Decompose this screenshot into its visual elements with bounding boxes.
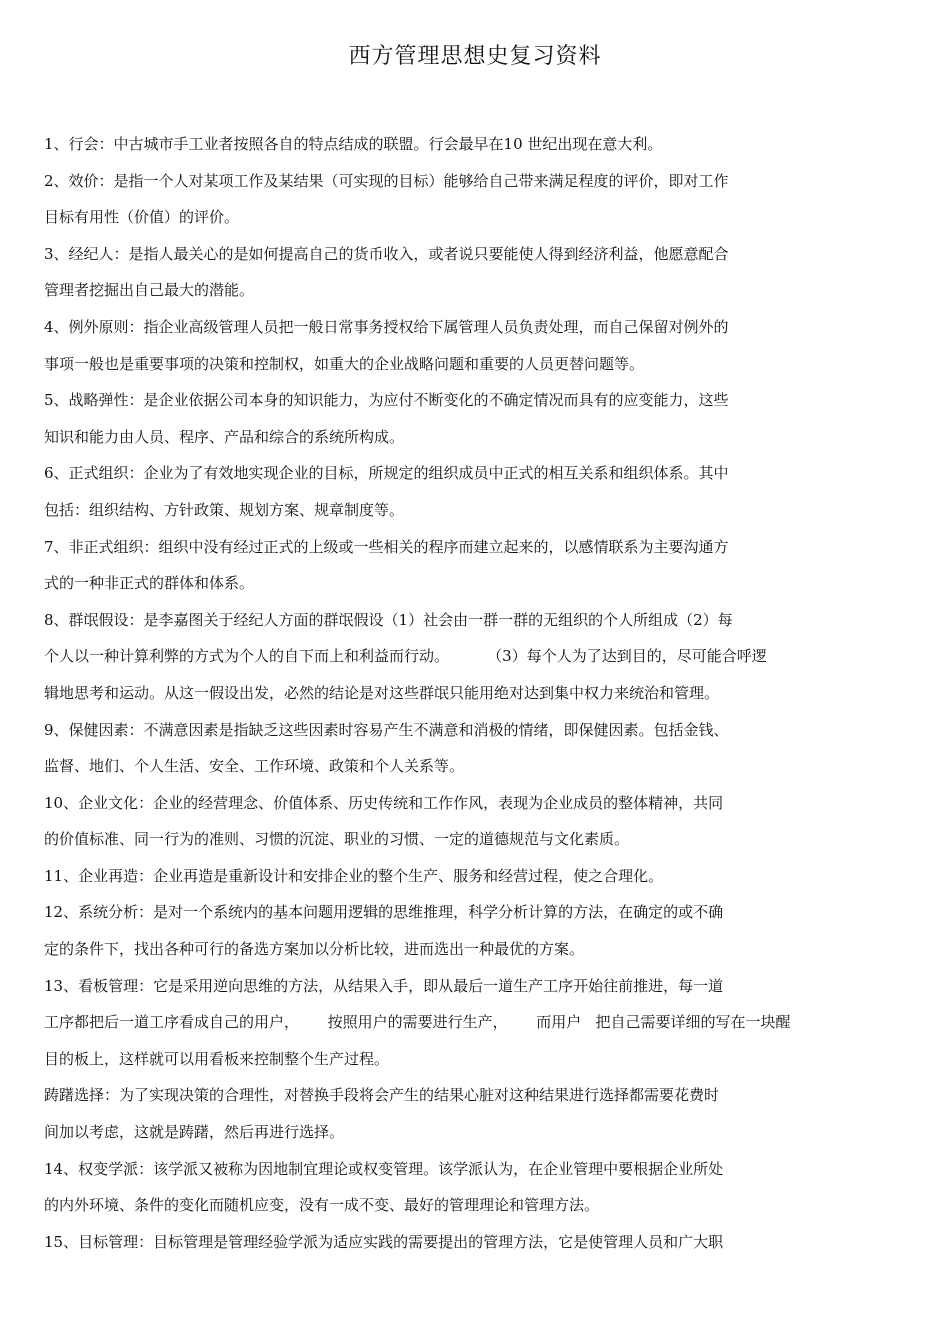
paragraph-line: 包括：组织结构、方针政策、规划方案、规章制度等。 <box>44 500 405 519</box>
paragraph-line: 13、看板管理：它是采用逆向思维的方法，从结果入手，即从最后一道生产工序开始往前推进，每一道 <box>44 976 724 995</box>
paragraph <box>44 712 910 785</box>
paragraph <box>44 455 910 528</box>
paragraph <box>44 1224 910 1261</box>
paragraph <box>44 785 910 858</box>
paragraph <box>44 1077 910 1150</box>
paragraph-line: 15、目标管理：目标管理是管理经验学派为适应实践的需要提出的管理方法，它是使管理人员和广大职 <box>44 1232 724 1251</box>
paragraph <box>44 382 910 455</box>
paragraph-line: 1、行会：中古城市手工业者按照各自的特点结成的联盟。行会最早在10 世纪出现在意大利。 <box>44 135 663 153</box>
paragraph-line: 知识和能力由人员、程序、产品和综合的系统所构成。 <box>44 427 405 446</box>
paragraph-line: 监督、地们、个人生活、安全、工作环境、政策和个人关系等。 <box>44 757 465 776</box>
paragraph <box>44 894 910 967</box>
paragraph-line: 4、例外原则：指企业高级管理人员把一般日常事务授权给下属管理人员负责处理，而自己保留对例外的 <box>44 317 729 336</box>
paragraph-line: 个人以一种计算利弊的方式为个人的自下而上和利益而行动。 （3）每个人为了达到目的，尽可能合呼逻 <box>44 647 767 666</box>
document-body <box>44 126 910 1260</box>
paragraph-line: 工序都把后一道工序看成自己的用户， 按照用户的需要进行生产， 而用户 把自己需要详细的写在一块醒 <box>44 1013 791 1032</box>
paragraph <box>44 309 910 382</box>
paragraph <box>44 126 910 163</box>
paragraph-line: 8、群氓假设：是李嘉图关于经纪人方面的群氓假设（1）社会由一群一群的无组织的个人所组成（2）每 <box>44 610 733 629</box>
paragraph <box>44 1151 910 1224</box>
document-title: 西方管理思想史复习资料 <box>348 44 602 69</box>
paragraph-line: 9、保健因素：不满意因素是指缺乏这些因素时容易产生不满意和消极的情绪，即保健因素。包括金钱、 <box>44 720 729 739</box>
paragraph-line: 11、企业再造：企业再造是重新设计和安排企业的整个生产、服务和经营过程，使之合理化。 <box>44 866 664 885</box>
paragraph-line: 定的条件下，找出各种可行的备选方案加以分析比较，进而选出一种最优的方案。 <box>44 940 585 959</box>
paragraph-line: 目的板上，这样就可以用看板来控制整个生产过程。 <box>44 1049 390 1068</box>
paragraph-line: 事项一般也是重要事项的决策和控制权，如重大的企业战略问题和重要的人员更替问题等。 <box>44 354 645 373</box>
paragraph-line: 目标有用性（价值）的评价。 <box>44 208 240 227</box>
paragraph-line: 的内外环境、条件的变化而随机应变，没有一成不变、最好的管理理论和管理方法。 <box>44 1196 600 1215</box>
paragraph <box>44 968 910 1078</box>
paragraph <box>44 236 910 309</box>
paragraph-line: 间加以考虑，这就是踌躇，然后再进行选择。 <box>44 1123 345 1142</box>
paragraph <box>44 163 910 236</box>
paragraph-line: 式的一种非正式的群体和体系。 <box>44 574 255 593</box>
paragraph-line: 的价值标准、同一行为的准则、习惯的沉淀、职业的习惯、一定的道德规范与文化素质。 <box>44 830 630 849</box>
paragraph-line: 7、非正式组织：组织中没有经过正式的上级或一些相关的程序而建立起来的，以感情联系为主要沟通方 <box>44 537 729 556</box>
paragraph-line: 踌躇选择：为了实现决策的合理性，对替换手段将会产生的结果心脏对这种结果进行选择都需要花费时 <box>44 1086 720 1105</box>
paragraph-line: 2、效价：是指一个人对某项工作及某结果（可实现的目标）能够给自己带来满足程度的评价，即对工作 <box>44 171 729 190</box>
paragraph-line: 12、系统分析：是对一个系统内的基本问题用逻辑的思维推理，科学分析计算的方法，在确定的或不确 <box>44 903 724 922</box>
paragraph-line: 管理者挖掘出自己最大的潜能。 <box>44 281 255 300</box>
paragraph <box>44 602 910 712</box>
paragraph <box>44 529 910 602</box>
paragraph-line: 10、企业文化：企业的经营理念、价值体系、历史传统和工作作风，表现为企业成员的整体精神，共同 <box>44 793 724 812</box>
paragraph <box>44 858 910 895</box>
paragraph-line: 3、经纪人：是指人最关心的是如何提高自己的货币收入，或者说只要能使人得到经济利益，他愿意配合 <box>44 244 729 263</box>
paragraph-line: 14、权变学派：该学派又被称为因地制宜理论或权变管理。该学派认为，在企业管理中要根据企业所处 <box>44 1159 724 1178</box>
paragraph-line: 辑地思考和运动。从这一假设出发，必然的结论是对这些群氓只能用绝对达到集中权力来统治和管理。 <box>44 683 720 702</box>
paragraph-line: 5、战略弹性：是企业依据公司本身的知识能力，为应付不断变化的不确定情况而具有的应变能力，这些 <box>44 391 729 410</box>
paragraph-line: 6、正式组织：企业为了有效地实现企业的目标，所规定的组织成员中正式的相互关系和组织体系。其中 <box>44 464 729 483</box>
